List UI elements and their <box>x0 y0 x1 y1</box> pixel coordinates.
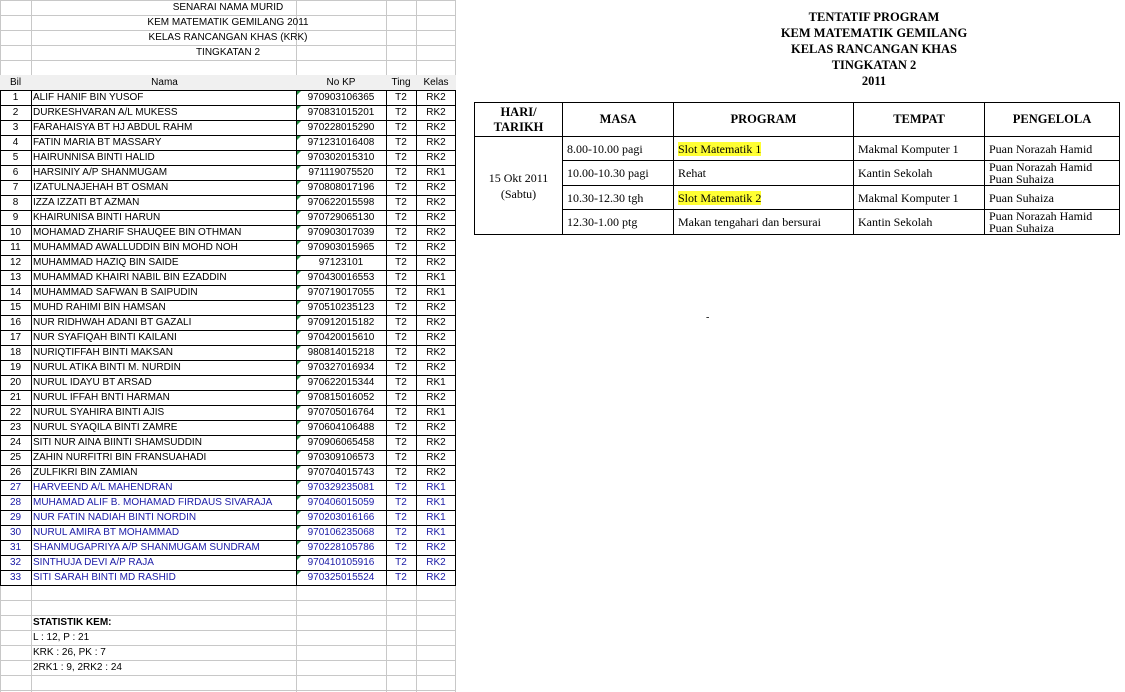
cell-bil: 29 <box>9 512 22 523</box>
cell-nama: HARVEEND A/L MAHENDRAN <box>33 482 173 493</box>
sheet-title-line: SENARAI NAMA MURID <box>172 2 284 13</box>
header-hari: HARI/ <box>500 104 537 119</box>
table-row <box>0 465 456 480</box>
cell-nokp: 970622015598 <box>307 197 375 208</box>
cell-kelas: RK1 <box>426 407 446 418</box>
table-row <box>0 390 456 405</box>
cell-nama: KHAIRUNISA BINTI HARUN <box>33 212 161 223</box>
cell-ting: T2 <box>395 242 407 253</box>
cell-masa <box>563 137 674 161</box>
cell-nokp: 970815016052 <box>307 392 375 403</box>
table-row <box>0 420 456 435</box>
cell-kelas: RK2 <box>426 332 446 343</box>
table-row <box>0 540 456 555</box>
cell-bil: 27 <box>9 482 22 493</box>
cell-program <box>674 137 854 161</box>
cell-kelas: RK2 <box>426 182 446 193</box>
cell-kelas: RK1 <box>426 497 446 508</box>
schedule-row <box>475 210 1120 235</box>
schedule-title-line: KEM MATEMATIK GEMILANG <box>780 26 968 40</box>
date-line: 15 Okt 2011 <box>488 170 549 185</box>
cell-kelas: RK1 <box>426 527 446 538</box>
schedule-title-line: 2011 <box>861 74 887 88</box>
cell-nama: NURUL IFFAH BNTI HARMAN <box>33 392 170 403</box>
schedule-row <box>475 137 1120 161</box>
stats-title: STATISTIK KEM: <box>33 617 112 628</box>
pengelola-name: Puan Norazah Hamid <box>989 209 1093 223</box>
header-bil: Bil <box>0 75 31 90</box>
cell-bil: 15 <box>9 302 22 313</box>
header-hari-tarikh <box>475 103 563 137</box>
cell-kelas: RK2 <box>426 422 446 433</box>
cell-ting: T2 <box>395 287 407 298</box>
cell-ting: T2 <box>395 437 407 448</box>
cell-kelas: RK2 <box>426 542 446 553</box>
cell-nokp: 970831015201 <box>307 107 375 118</box>
table-row <box>0 435 456 450</box>
header-tempat: TEMPAT <box>854 103 985 137</box>
header-program: PROGRAM <box>674 103 854 137</box>
header-nokp: No KP <box>296 75 386 90</box>
cell-kelas: RK2 <box>426 92 446 103</box>
cell-bil: 3 <box>12 122 19 133</box>
cell-nama: DURKESHVARAN A/L MUKESS <box>33 107 178 118</box>
header-tarikh: TARIKH <box>493 119 544 134</box>
cell-pengelola <box>985 137 1120 161</box>
cell-ting: T2 <box>395 377 407 388</box>
cell-ting: T2 <box>395 542 407 553</box>
table-row <box>0 180 456 195</box>
cell-kelas: RK2 <box>426 317 446 328</box>
cell-program-text: Slot Matematik 2 <box>678 190 762 205</box>
cell-nokp: 970705016764 <box>307 407 375 418</box>
cell-masa <box>563 186 674 210</box>
cell-nama: SITI SARAH BINTI MD RASHID <box>33 572 176 583</box>
cell-ting: T2 <box>395 467 407 478</box>
cell-ting: T2 <box>395 512 407 523</box>
cell-nama: FATIN MARIA BT MASSARY <box>33 137 162 148</box>
cell-nama: SITI NUR AINA BIINTI SHAMSUDDIN <box>33 437 202 448</box>
cell-kelas: RK2 <box>426 152 446 163</box>
cell-bil: 16 <box>9 317 22 328</box>
stray-mark: - <box>706 312 710 323</box>
cell-nokp: 970430016553 <box>307 272 375 283</box>
cell-nama: ALIF HANIF BIN YUSOF <box>33 92 144 103</box>
cell-nama: HARSINIY A/P SHANMUGAM <box>33 167 168 178</box>
cell-program <box>674 161 854 186</box>
cell-nama: NURUL ATIKA BINTI M. NURDIN <box>33 362 181 373</box>
table-row <box>0 105 456 120</box>
cell-pengelola <box>985 186 1120 210</box>
cell-bil: 1 <box>12 92 19 103</box>
cell-kelas: RK2 <box>426 347 446 358</box>
cell-nama: NURIQTIFFAH BINTI MAKSAN <box>33 347 174 358</box>
cell-nama: MUHAMMAD KHAIRI NABIL BIN EZADDIN <box>33 272 227 283</box>
cell-ting: T2 <box>395 557 407 568</box>
cell-ting: T2 <box>395 302 407 313</box>
pengelola-name: Puan Suhaiza <box>989 190 1054 205</box>
cell-nama: MOHAMAD ZHARIF SHAUQEE BIN OTHMAN <box>33 227 242 238</box>
cell-ting: T2 <box>395 497 407 508</box>
cell-nokp: 970228105786 <box>307 542 375 553</box>
header-ting: Ting <box>386 75 416 90</box>
cell-nokp: 970309106573 <box>307 452 375 463</box>
cell-bil: 23 <box>9 422 22 433</box>
schedule-header-row <box>475 103 1120 137</box>
cell-bil: 10 <box>9 227 22 238</box>
cell-ting: T2 <box>395 392 407 403</box>
pengelola-name: Puan Suhaiza <box>989 172 1054 186</box>
day-line: (Sabtu) <box>500 186 537 201</box>
cell-bil: 11 <box>10 242 21 253</box>
cell-masa-text: 12.30-1.00 ptg <box>567 215 638 229</box>
table-row <box>0 480 456 495</box>
cell-bil: 20 <box>9 377 22 388</box>
cell-kelas: RK2 <box>426 122 446 133</box>
cell-nama: FARAHAISYA BT HJ ABDUL RAHM <box>33 122 193 133</box>
table-row <box>0 195 456 210</box>
cell-nokp: 970329235081 <box>307 482 375 493</box>
cell-bil: 32 <box>9 557 22 568</box>
cell-tempat <box>854 161 985 186</box>
cell-nokp: 980814015218 <box>307 347 375 358</box>
header-masa: MASA <box>563 103 674 137</box>
table-row <box>0 150 456 165</box>
cell-bil: 7 <box>12 182 19 193</box>
cell-kelas: RK1 <box>426 272 446 283</box>
cell-nokp: 971231016408 <box>307 137 375 148</box>
cell-bil: 12 <box>9 257 22 268</box>
table-row <box>0 255 456 270</box>
table-row <box>0 510 456 525</box>
cell-nokp: 970203016166 <box>307 512 375 523</box>
cell-kelas: RK2 <box>426 227 446 238</box>
table-row <box>0 495 456 510</box>
cell-ting: T2 <box>395 422 407 433</box>
cell-kelas: RK2 <box>426 137 446 148</box>
schedule-row <box>475 186 1120 210</box>
cell-bil: 13 <box>9 272 22 283</box>
table-row <box>0 120 456 135</box>
cell-nokp: 970622015344 <box>307 377 375 388</box>
cell-ting: T2 <box>395 212 407 223</box>
cell-nokp: 970903015965 <box>307 242 375 253</box>
pengelola-name: Puan Norazah Hamid <box>989 141 1093 156</box>
header-pengelola: PENGELOLA <box>985 103 1120 137</box>
cell-kelas: RK1 <box>426 167 446 178</box>
cell-nokp: 970406015059 <box>307 497 375 508</box>
cell-nokp: 970704015743 <box>307 467 375 478</box>
cell-ting: T2 <box>395 347 407 358</box>
stats-line: L : 12, P : 21 <box>33 632 90 643</box>
stats-line: KRK : 26, PK : 7 <box>33 647 106 658</box>
cell-bil: 25 <box>9 452 22 463</box>
table-row <box>0 285 456 300</box>
cell-ting: T2 <box>395 407 407 418</box>
sheet-title-line: TINGKATAN 2 <box>195 47 261 58</box>
cell-kelas: RK1 <box>426 482 446 493</box>
cell-nama: NUR RIDHWAH ADANI BT GAZALI <box>33 317 192 328</box>
cell-hari-tarikh <box>475 137 563 235</box>
cell-nokp: 970228015290 <box>307 122 375 133</box>
cell-nokp: 970325015524 <box>307 572 375 583</box>
cell-ting: T2 <box>395 197 407 208</box>
cell-ting: T2 <box>395 227 407 238</box>
cell-nama: NURUL IDAYU BT ARSAD <box>33 377 152 388</box>
cell-masa-text: 10.30-12.30 tgh <box>567 190 644 205</box>
cell-nokp: 970903106365 <box>307 92 375 103</box>
cell-tempat <box>854 186 985 210</box>
cell-pengelola <box>985 161 1120 186</box>
table-row <box>0 360 456 375</box>
cell-kelas: RK2 <box>426 572 446 583</box>
cell-nama: MUHAMMAD SAFWAN B SAIPUDIN <box>33 287 198 298</box>
cell-nama: MUHAMAD ALIF B. MOHAMAD FIRDAUS SIVARAJA <box>33 497 273 508</box>
table-row <box>0 525 456 540</box>
table-row <box>0 135 456 150</box>
table-header-row <box>0 75 456 90</box>
cell-kelas: RK2 <box>426 467 446 478</box>
cell-ting: T2 <box>395 182 407 193</box>
table-row <box>0 405 456 420</box>
cell-nama: MUHAMMAD AWALLUDDIN BIN MOHD NOH <box>33 242 238 253</box>
cell-ting: T2 <box>395 362 407 373</box>
cell-masa-text: 8.00-10.00 pagi <box>567 141 643 156</box>
schedule-title-line: TINGKATAN 2 <box>831 58 917 72</box>
cell-ting: T2 <box>395 107 407 118</box>
cell-nokp: 970912015182 <box>307 317 375 328</box>
cell-tempat-text: Makmal Komputer 1 <box>858 141 959 156</box>
cell-kelas: RK2 <box>426 392 446 403</box>
cell-kelas: RK1 <box>426 512 446 523</box>
schedule-title-line: KELAS RANCANGAN KHAS <box>791 42 957 56</box>
cell-program-text: Rehat <box>678 166 706 180</box>
cell-nokp: 970808017196 <box>307 182 375 193</box>
cell-nama: NUR SYAFIQAH BINTI KAILANI <box>33 332 177 343</box>
cell-ting: T2 <box>395 452 407 463</box>
cell-program <box>674 210 854 235</box>
cell-nama: NUR FATIN NADIAH BINTI NORDIN <box>33 512 197 523</box>
schedule-row <box>475 161 1120 186</box>
cell-nama: MUHD RAHIMI BIN HAMSAN <box>33 302 166 313</box>
table-row <box>0 450 456 465</box>
cell-nokp: 970729065130 <box>307 212 375 223</box>
cell-program-text: Slot Matematik 1 <box>678 141 762 156</box>
cell-bil: 8 <box>12 197 19 208</box>
cell-ting: T2 <box>395 572 407 583</box>
cell-kelas: RK2 <box>426 107 446 118</box>
cell-kelas: RK2 <box>426 197 446 208</box>
header-nama: Nama <box>31 75 296 90</box>
cell-nokp: 970410105916 <box>307 557 375 568</box>
cell-nokp: 97123101 <box>318 257 364 268</box>
cell-bil: 30 <box>9 527 22 538</box>
cell-bil: 26 <box>9 467 22 478</box>
cell-masa <box>563 210 674 235</box>
stats-line: 2RK1 : 9, 2RK2 : 24 <box>33 662 122 673</box>
cell-kelas: RK2 <box>426 302 446 313</box>
cell-bil: 33 <box>9 572 22 583</box>
cell-ting: T2 <box>395 332 407 343</box>
cell-masa-text: 10.00-10.30 pagi <box>567 166 649 180</box>
cell-nama: SINTHUJA DEVI A/P RAJA <box>33 557 154 568</box>
cell-nama: SHANMUGAPRIYA A/P SHANMUGAM SUNDRAM <box>33 542 260 553</box>
cell-masa <box>563 161 674 186</box>
cell-bil: 21 <box>9 392 22 403</box>
cell-nokp: 971119075520 <box>308 167 374 178</box>
cell-bil: 18 <box>9 347 22 358</box>
cell-bil: 17 <box>9 332 22 343</box>
table-row <box>0 270 456 285</box>
cell-nokp: 970903017039 <box>307 227 375 238</box>
cell-bil: 24 <box>9 437 22 448</box>
cell-bil: 4 <box>12 137 19 148</box>
cell-program-text: Makan tengahari dan bersurai <box>678 215 821 229</box>
cell-nokp: 970604106488 <box>307 422 375 433</box>
cell-ting: T2 <box>395 482 407 493</box>
cell-bil: 31 <box>9 542 22 553</box>
cell-nama: ZULFIKRI BIN ZAMIAN <box>33 467 138 478</box>
cell-kelas: RK2 <box>426 242 446 253</box>
cell-ting: T2 <box>395 92 407 103</box>
cell-nama: MUHAMMAD HAZIQ BIN SAIDE <box>33 257 179 268</box>
table-row <box>0 300 456 315</box>
cell-ting: T2 <box>395 122 407 133</box>
cell-nama: IZZA IZZATI BT AZMAN <box>33 197 140 208</box>
cell-kelas: RK2 <box>426 212 446 223</box>
table-row <box>0 225 456 240</box>
cell-nama: NURUL SYAHIRA BINTI AJIS <box>33 407 165 418</box>
table-row <box>0 330 456 345</box>
cell-nokp: 970510235123 <box>307 302 375 313</box>
cell-nokp: 970106235068 <box>307 527 375 538</box>
schedule-table <box>474 102 1120 235</box>
cell-tempat-text: Makmal Komputer 1 <box>858 190 959 205</box>
cell-nama: HAIRUNNISA BINTI HALID <box>33 152 155 163</box>
cell-kelas: RK2 <box>426 257 446 268</box>
cell-tempat-text: Kantin Sekolah <box>858 215 933 229</box>
cell-nama: NURUL SYAQILA BINTI ZAMRE <box>33 422 178 433</box>
table-row <box>0 210 456 225</box>
cell-ting: T2 <box>395 272 407 283</box>
cell-nama: ZAHIN NURFITRI BIN FRANSUAHADI <box>33 452 207 463</box>
cell-ting: T2 <box>395 152 407 163</box>
cell-tempat-text: Kantin Sekolah <box>858 166 933 180</box>
cell-nama: NURUL AMIRA BT MOHAMMAD <box>33 527 180 538</box>
table-row <box>0 165 456 180</box>
cell-kelas: RK2 <box>426 452 446 463</box>
cell-nokp: 970420015610 <box>307 332 375 343</box>
table-row <box>0 375 456 390</box>
table-row <box>0 570 456 585</box>
cell-ting: T2 <box>395 257 407 268</box>
table-row <box>0 90 456 105</box>
cell-nokp: 970906065458 <box>307 437 375 448</box>
cell-pengelola <box>985 210 1120 235</box>
pengelola-name: Puan Norazah Hamid <box>989 160 1093 174</box>
cell-bil: 22 <box>9 407 22 418</box>
table-row <box>0 345 456 360</box>
cell-kelas: RK2 <box>426 557 446 568</box>
cell-ting: T2 <box>395 137 407 148</box>
cell-tempat <box>854 137 985 161</box>
cell-ting: T2 <box>395 167 407 178</box>
sheet-title-line: KEM MATEMATIK GEMILANG 2011 <box>147 17 309 28</box>
cell-bil: 5 <box>12 152 19 163</box>
cell-kelas: RK1 <box>426 287 446 298</box>
cell-bil: 28 <box>9 497 22 508</box>
cell-nama: IZATULNAJEHAH BT OSMAN <box>33 182 169 193</box>
cell-nokp: 970719017055 <box>307 287 375 298</box>
cell-kelas: RK2 <box>426 437 446 448</box>
pengelola-name: Puan Suhaiza <box>989 221 1054 235</box>
header-kelas: Kelas <box>416 75 456 90</box>
cell-kelas: RK1 <box>426 377 446 388</box>
table-row <box>0 315 456 330</box>
cell-bil: 2 <box>12 107 19 118</box>
cell-bil: 9 <box>12 212 19 223</box>
cell-bil: 19 <box>9 362 22 373</box>
cell-kelas: RK2 <box>426 362 446 373</box>
table-row <box>0 240 456 255</box>
cell-tempat <box>854 210 985 235</box>
cell-bil: 14 <box>9 287 22 298</box>
table-row <box>0 555 456 570</box>
cell-ting: T2 <box>395 527 407 538</box>
cell-nokp: 970302015310 <box>307 152 375 163</box>
cell-nokp: 970327016934 <box>307 362 375 373</box>
cell-program <box>674 186 854 210</box>
sheet-title-line: KELAS RANCANGAN KHAS (KRK) <box>148 32 308 43</box>
cell-ting: T2 <box>395 317 407 328</box>
schedule-title-line: TENTATIF PROGRAM <box>808 10 940 24</box>
cell-bil: 6 <box>12 167 19 178</box>
